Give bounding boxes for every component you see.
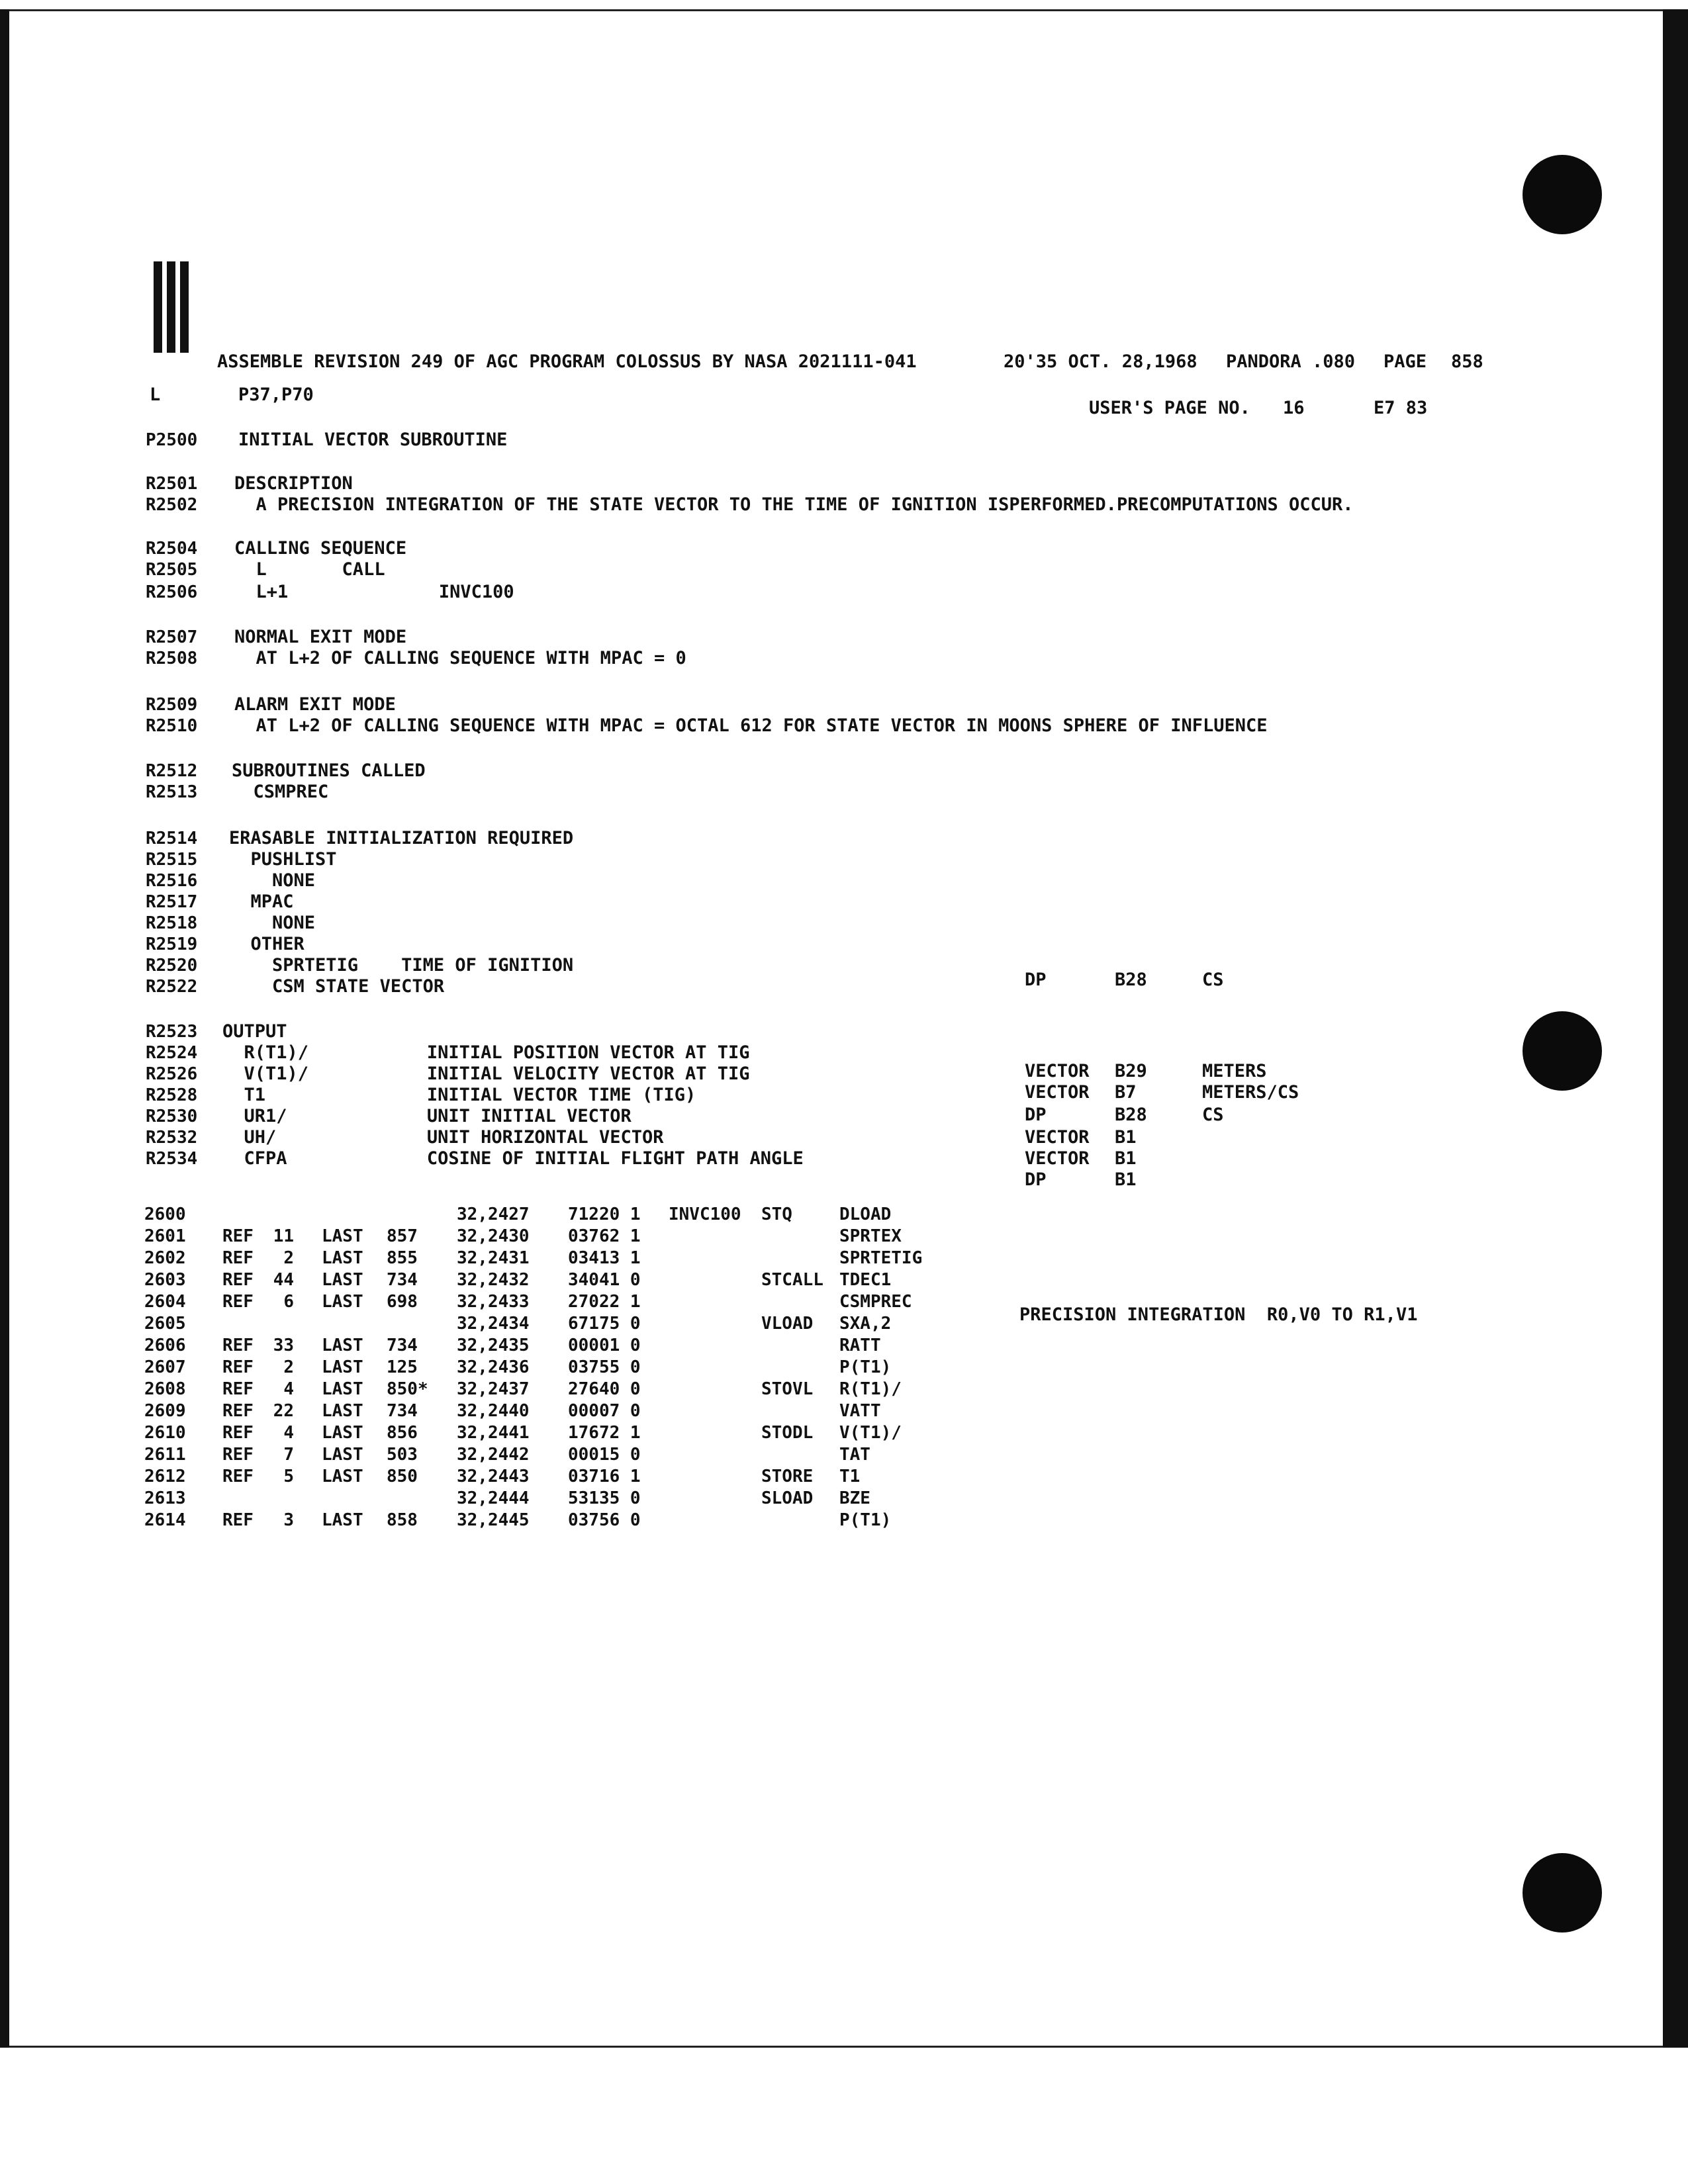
page-bottom-rule [9,2046,1663,2048]
code-word: 27640 0 [568,1379,641,1399]
line-id: R2526 [146,1064,198,1084]
code-ref-count: 6 [283,1292,294,1312]
code-operand: P(T1) [839,1357,892,1377]
code-ref: REF [222,1336,254,1355]
scan-right-edge [1663,9,1688,2048]
code-operand: V(T1)/ [839,1423,902,1443]
code-row [0,1488,1589,1510]
scaling-type: DP [1025,1105,1047,1125]
scaling-scale: B28 [1115,970,1147,990]
code-address: 32,2433 [457,1292,530,1312]
code-address: 32,2444 [457,1488,530,1508]
code-operand: DLOAD [839,1205,892,1224]
code-opcode: SLOAD [761,1488,814,1508]
code-opcode: VLOAD [761,1314,814,1334]
listing-title: ASSEMBLE REVISION 249 OF AGC PROGRAM COLOSSUS BY NASA 2021111-041 [217,351,917,372]
users-page-number: 16 [1283,398,1305,418]
code-word: 03755 0 [568,1357,641,1377]
row2-left-marker: L [150,385,161,405]
code-last-line: 734 [387,1401,418,1421]
code-line-number: 2609 [144,1401,186,1421]
code-ref-count: 44 [273,1270,294,1290]
code-last-line: 734 [387,1336,418,1355]
code-line-number: 2613 [144,1488,186,1508]
code-word: 03762 1 [568,1226,641,1246]
code-ref: REF [222,1292,254,1312]
code-word: 53135 0 [568,1488,641,1508]
code-last: LAST [322,1401,363,1421]
code-ref-count: 4 [283,1379,294,1399]
code-last-line: 503 [387,1445,418,1465]
code-ref-count: 2 [283,1357,294,1377]
code-address: 32,2427 [457,1205,530,1224]
line-text: PUSHLIST [229,849,337,870]
line-text: AT L+2 OF CALLING SEQUENCE WITH MPAC = 0 [234,648,686,668]
line-text: CFPA COSINE OF INITIAL FLIGHT PATH ANGLE [222,1148,804,1169]
code-address: 32,2441 [457,1423,530,1443]
code-last-line: 698 [387,1292,418,1312]
scaling-type: VECTOR [1025,1061,1090,1081]
code-last: LAST [322,1248,363,1268]
line-id: R2520 [146,956,198,976]
line-text: AT L+2 OF CALLING SEQUENCE WITH MPAC = OCTAL 612 FOR STATE VECTOR IN MOONS SPHERE OF INFLUENCE [234,715,1268,736]
listing-program: PANDORA .080 [1226,351,1356,372]
code-opcode: STCALL [761,1270,823,1290]
code-ref-count: 22 [273,1401,294,1421]
code-last: LAST [322,1467,363,1486]
code-ref-count: 33 [273,1336,294,1355]
code-address: 32,2432 [457,1270,530,1290]
code-line-number: 2610 [144,1423,186,1443]
code-ref: REF [222,1226,254,1246]
code-last-line: 850 [387,1467,418,1486]
code-operand: TAT [839,1445,870,1465]
code-ref: REF [222,1423,254,1443]
code-operand: R(T1)/ [839,1379,902,1399]
code-ref-count: 3 [283,1510,294,1530]
code-operand: SPRTETIG [839,1248,923,1268]
scaling-unit: CS [1202,1105,1224,1125]
scaling-type: DP [1025,1169,1047,1190]
code-row [0,1205,1589,1226]
code-ref: REF [222,1248,254,1268]
punch-hole-bottom [1523,1853,1602,1933]
code-line-number: 2612 [144,1467,186,1486]
code-word: 00001 0 [568,1336,641,1355]
scaling-unit: METERS [1202,1061,1267,1081]
code-address: 32,2434 [457,1314,530,1334]
code-operand: RATT [839,1336,881,1355]
code-operand: TDEC1 [839,1270,892,1290]
code-line-number: 2600 [144,1205,186,1224]
page-top-rule [9,9,1663,11]
line-id: R2504 [146,539,198,559]
code-operand: BZE [839,1488,870,1508]
code-ref: REF [222,1401,254,1421]
program-tag: P37,P70 [238,385,314,405]
code-last-line: 850* [387,1379,428,1399]
code-last-line: 125 [387,1357,418,1377]
code-last-line: 734 [387,1270,418,1290]
code-last: LAST [322,1357,363,1377]
line-id: R2515 [146,850,198,870]
scan-left-edge [0,9,9,2048]
code-ref: REF [222,1467,254,1486]
code-last-line: 855 [387,1248,418,1268]
code-address: 32,2431 [457,1248,530,1268]
punch-hole-middle [1523,1011,1602,1091]
code-line-number: 2602 [144,1248,186,1268]
code-row [0,1467,1589,1488]
scaling-scale: B7 [1115,1082,1137,1103]
code-line-number: 2604 [144,1292,186,1312]
code-last: LAST [322,1379,363,1399]
line-id: R2510 [146,716,198,736]
code-operand: CSMPREC [839,1292,912,1312]
line-id: R2528 [146,1085,198,1105]
line-text: NONE [229,870,316,891]
line-text: T1 INITIAL VECTOR TIME (TIG) [222,1085,696,1105]
code-word: 00007 0 [568,1401,641,1421]
line-text: ALARM EXIT MODE [234,694,396,715]
code-address: 32,2430 [457,1226,530,1246]
code-last-line: 858 [387,1510,418,1530]
code-opcode: STORE [761,1467,814,1486]
line-id: R2507 [146,627,198,647]
code-ref-count: 2 [283,1248,294,1268]
line-id: P2500 [146,430,198,450]
code-line-number: 2614 [144,1510,186,1530]
code-address: 32,2445 [457,1510,530,1530]
code-line-number: 2603 [144,1270,186,1290]
line-text: CSM STATE VECTOR [229,976,445,997]
margin-stripe [167,261,175,353]
listing-timestamp: 20'35 OCT. 28,1968 [1004,351,1197,372]
code-word: 34041 0 [568,1270,641,1290]
scaling-unit: METERS/CS [1202,1082,1299,1103]
code-label: INVC100 [669,1205,741,1224]
code-row [0,1401,1589,1422]
line-id: R2506 [146,582,198,602]
scaling-type: VECTOR [1025,1148,1090,1169]
code-operand: SPRTEX [839,1226,902,1246]
code-word: 03413 1 [568,1248,641,1268]
line-text: SPRTETIG TIME OF IGNITION [229,955,574,976]
code-word: 03716 1 [568,1467,641,1486]
code-operand: VATT [839,1401,881,1421]
code-operand: SXA,2 [839,1314,892,1334]
line-id: R2513 [146,782,198,802]
precision-comment: PRECISION INTEGRATION R0,V0 TO R1,V1 [1019,1304,1418,1325]
code-ref: REF [222,1445,254,1465]
page-number: 858 [1451,351,1483,372]
code-word: 27022 1 [568,1292,641,1312]
line-id: R2508 [146,649,198,668]
code-address: 32,2440 [457,1401,530,1421]
punch-hole-top [1523,155,1602,234]
code-address: 32,2436 [457,1357,530,1377]
line-text: CALLING SEQUENCE [234,538,407,559]
line-id: R2519 [146,934,198,954]
code-word: 67175 0 [568,1314,641,1334]
margin-stripe [180,261,189,353]
code-last: LAST [322,1510,363,1530]
line-text: V(T1)/ INITIAL VELOCITY VECTOR AT TIG [222,1064,750,1084]
code-address: 32,2435 [457,1336,530,1355]
line-text: NORMAL EXIT MODE [234,627,407,647]
line-id: R2518 [146,913,198,933]
line-text: L+1 INVC100 [234,582,514,602]
line-text: L CALL [234,559,385,580]
scaling-type: VECTOR [1025,1127,1090,1148]
code-opcode: STQ [761,1205,792,1224]
scaling-scale: B1 [1115,1169,1137,1190]
code-opcode: STOVL [761,1379,814,1399]
code-ref-count: 4 [283,1423,294,1443]
code-address: 32,2437 [457,1379,530,1399]
code-ref-count: 7 [283,1445,294,1465]
code-row [0,1357,1589,1379]
code-row [0,1270,1589,1291]
page-label: PAGE [1383,351,1427,372]
code-opcode: STODL [761,1423,814,1443]
line-id: R2516 [146,871,198,891]
line-id: R2530 [146,1107,198,1126]
scaling-scale: B1 [1115,1127,1137,1148]
line-id: R2509 [146,695,198,715]
scaling-scale: B1 [1115,1148,1137,1169]
code-line-number: 2601 [144,1226,186,1246]
code-operand: P(T1) [839,1510,892,1530]
code-last: LAST [322,1336,363,1355]
line-text: CSMPREC [232,782,329,802]
scaling-type: VECTOR [1025,1082,1090,1103]
code-line-number: 2607 [144,1357,186,1377]
code-ref-count: 11 [273,1226,294,1246]
line-id: R2502 [146,495,198,515]
line-text: ERASABLE INITIALIZATION REQUIRED [229,828,574,848]
line-id: R2532 [146,1128,198,1148]
code-last: LAST [322,1445,363,1465]
code-line-number: 2608 [144,1379,186,1399]
code-row [0,1379,1589,1400]
line-text: OUTPUT [222,1021,287,1042]
line-id: R2514 [146,829,198,848]
code-ref: REF [222,1270,254,1290]
users-page-label: USER'S PAGE NO. [1089,398,1250,418]
line-text: INITIAL VECTOR SUBROUTINE [238,430,508,450]
line-id: R2522 [146,977,198,997]
code-row [0,1445,1589,1466]
line-text: DESCRIPTION [234,473,353,494]
code-last-line: 857 [387,1226,418,1246]
code-ref-count: 5 [283,1467,294,1486]
line-id: R2505 [146,560,198,580]
line-text: R(T1)/ INITIAL POSITION VECTOR AT TIG [222,1042,750,1063]
code-ref: REF [222,1379,254,1399]
code-last: LAST [322,1292,363,1312]
code-address: 32,2442 [457,1445,530,1465]
line-text: UH/ UNIT HORIZONTAL VECTOR [222,1127,664,1148]
code-line-number: 2606 [144,1336,186,1355]
code-last: LAST [322,1423,363,1443]
scaling-scale: B29 [1115,1061,1147,1081]
code-operand: T1 [839,1467,861,1486]
scaling-type: DP [1025,970,1047,990]
code-word: 03756 0 [568,1510,641,1530]
code-word: 17672 1 [568,1423,641,1443]
scaling-scale: B28 [1115,1105,1147,1125]
user-tag: E7 83 [1374,398,1428,418]
line-id: R2523 [146,1022,198,1042]
line-text: UR1/ UNIT INITIAL VECTOR [222,1106,632,1126]
line-text: NONE [229,913,316,933]
line-text: MPAC [229,891,294,912]
line-id: R2534 [146,1149,198,1169]
code-word: 71220 1 [568,1205,641,1224]
code-row [0,1423,1589,1444]
code-line-number: 2605 [144,1314,186,1334]
code-ref: REF [222,1510,254,1530]
code-last-line: 856 [387,1423,418,1443]
code-last: LAST [322,1226,363,1246]
line-text: SUBROUTINES CALLED [232,760,426,781]
code-line-number: 2611 [144,1445,186,1465]
code-row [0,1510,1589,1531]
code-row [0,1226,1589,1248]
line-id: R2512 [146,761,198,781]
code-last: LAST [322,1270,363,1290]
line-text: OTHER [229,934,305,954]
line-id: R2524 [146,1043,198,1063]
line-id: R2501 [146,474,198,494]
code-ref: REF [222,1357,254,1377]
code-row [0,1248,1589,1269]
line-text: A PRECISION INTEGRATION OF THE STATE VECTOR TO THE TIME OF IGNITION ISPERFORMED.PRECOMPUTATIONS OCCUR. [234,494,1354,515]
margin-stripe [154,261,162,353]
code-address: 32,2443 [457,1467,530,1486]
code-row [0,1336,1589,1357]
line-id: R2517 [146,892,198,912]
scaling-unit: CS [1202,970,1224,990]
code-word: 00015 0 [568,1445,641,1465]
